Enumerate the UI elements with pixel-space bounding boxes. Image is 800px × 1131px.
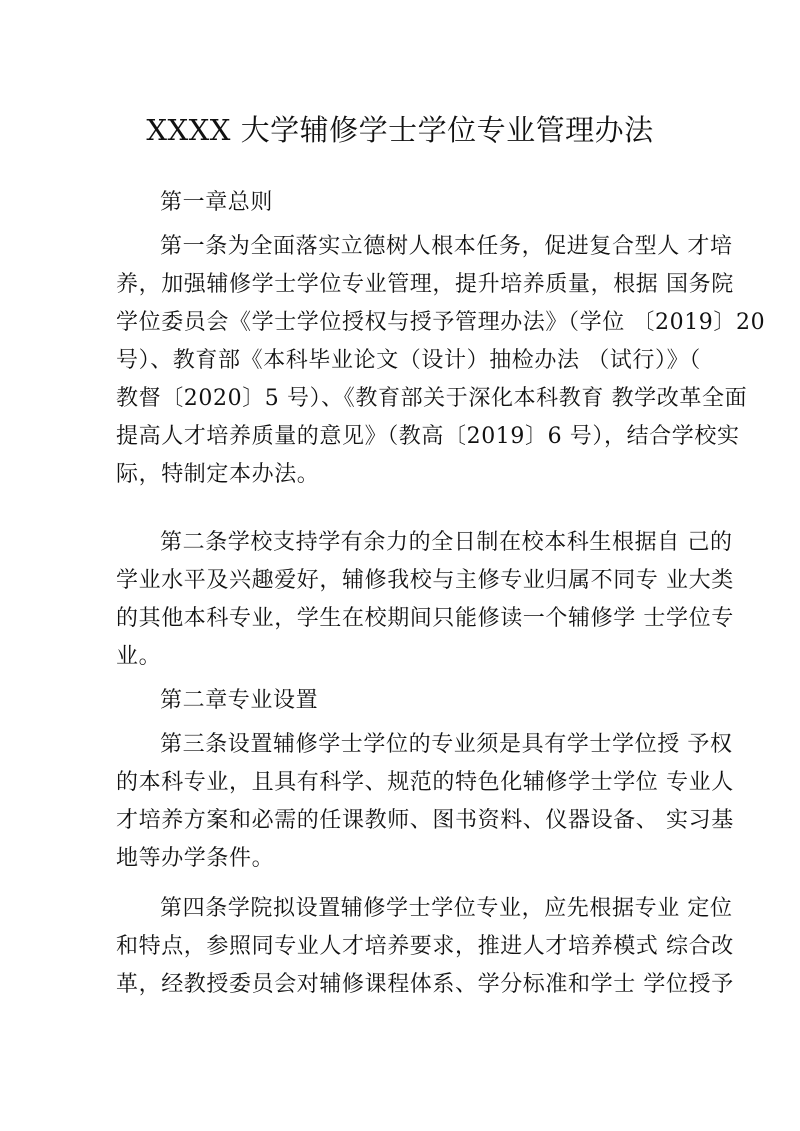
paragraph-line: 业。: [116, 644, 162, 669]
paragraph-line: 的其他本科专业，学生在校期间只能修读一个辅修学 士学位专: [116, 606, 734, 631]
paragraph-line: 际，特制定本办法。: [116, 462, 320, 487]
chapter-heading: 第二章专业设置: [160, 688, 319, 713]
paragraph-line: 的本科专业，且具有科学、规范的特色化辅修学士学位 专业人: [116, 770, 734, 795]
paragraph-line: 教督〔2020〕5 号）、《教育部关于深化本科教育 教学改革全面: [116, 386, 748, 411]
paragraph-line: 地等办学条件。: [116, 846, 275, 871]
paragraph-line: 养，加强辅修学士学位专业管理，提升培养质量，根据 国务院: [116, 272, 734, 297]
paragraph-line: 第三条设置辅修学士学位的专业须是具有学士学位授 予权: [160, 732, 733, 757]
paragraph-line: 才培养方案和必需的任课教师、图书资料、仪器设备、 实习基: [116, 808, 734, 833]
paragraph-line: 学位委员会《学士学位授权与授予管理办法》（学位 〔2019〕20: [116, 310, 766, 335]
paragraph-line: 和特点，参照同专业人才培养要求，推进人才培养模式 综合改: [116, 934, 734, 959]
chapter-heading: 第一章总则: [160, 190, 274, 215]
paragraph-line: 第四条学院拟设置辅修学士学位专业，应先根据专业 定位: [160, 896, 733, 921]
paragraph-line: 学业水平及兴趣爱好，辅修我校与主修专业归属不同专 业大类: [116, 568, 734, 593]
paragraph-line: 提高人才培养质量的意见》（教高〔2019〕6 号），结合学校实: [116, 424, 740, 449]
paragraph-line: 革，经教授委员会对辅修课程体系、学分标准和学士 学位授予: [116, 972, 734, 997]
document-title: XXXX 大学辅修学士学位专业管理办法: [146, 113, 654, 147]
paragraph-line: 第二条学校支持学有余力的全日制在校本科生根据自 己的: [160, 530, 733, 555]
paragraph-line: 第一条为全面落实立德树人根本任务，促进复合型人 才培: [160, 234, 733, 259]
paragraph-line: 号）、教育部《本科毕业论文（设计）抽检办法 （试行）》（: [116, 348, 701, 373]
